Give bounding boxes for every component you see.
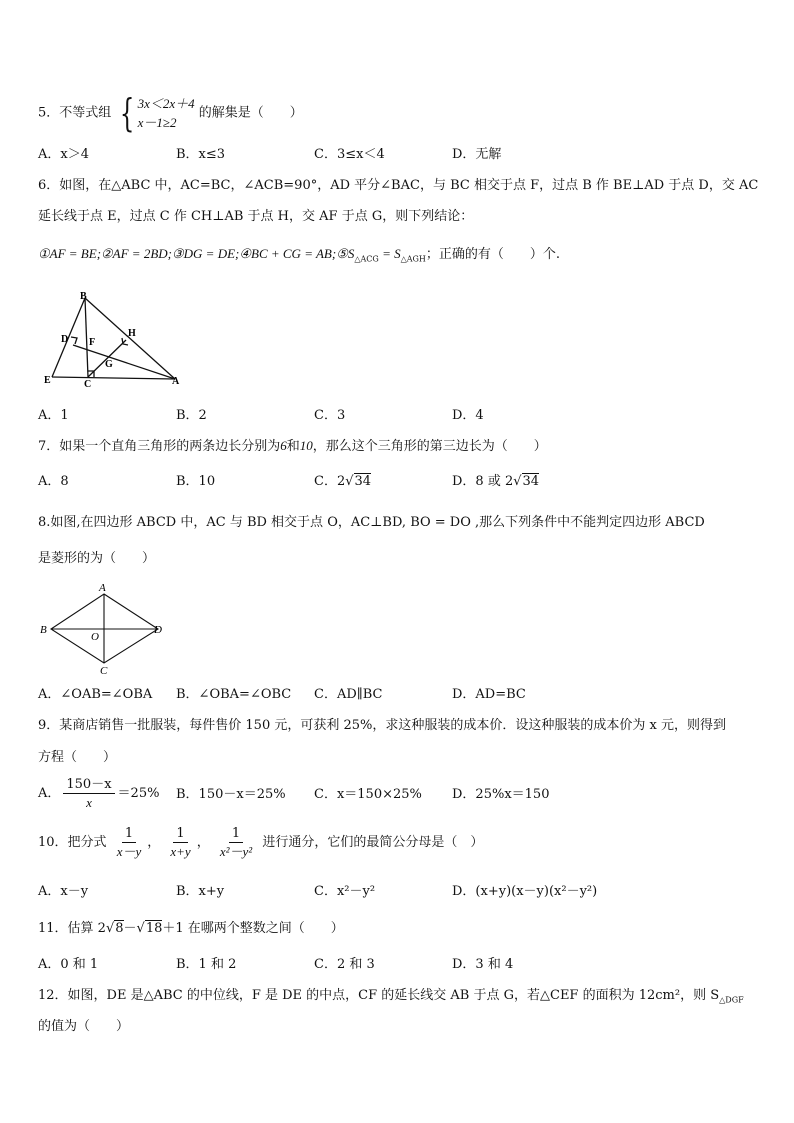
label-a: A bbox=[172, 376, 180, 387]
q10-option-c[interactable]: C．x²－y² bbox=[314, 884, 376, 899]
label-f: F bbox=[89, 337, 96, 348]
q9-option-a[interactable]: A． $\frac{150-x}{x}$ ＝25% bbox=[38, 777, 160, 810]
q6-conclusions: ①AF = BE;②AF = 2BD;③DG = DE;④BC + CG = $AB;⑤S_{\triangle ACG} = S_{\triangle AGH}$；正确的有（ ）个. bbox=[38, 246, 561, 264]
q9-option-d[interactable]: D．25%x＝150 bbox=[452, 787, 550, 802]
q11-option-c[interactable]: C．2 和 3 bbox=[314, 957, 375, 972]
q10-stem: 10．把分式 $\frac{1}{x-y}$ ， $\frac{1}{x+y}$ ， $\frac{1}{\text{x²－y²}}$ 进行通分，它们的最简公分母是（ ） bbox=[38, 826, 484, 859]
q7-option-a[interactable]: A．8 bbox=[38, 474, 69, 489]
q6-option-a[interactable]: A．1 bbox=[38, 408, 69, 423]
q8-option-b[interactable]: B．∠OBA=∠OBC bbox=[176, 687, 292, 702]
q8-option-c[interactable]: C．AD∥BC bbox=[314, 687, 383, 702]
q11-stem: 11．估算 2√8－√18＋1 在哪两个整数之间（ ） bbox=[38, 921, 344, 936]
q6-option-c[interactable]: C．3 bbox=[314, 408, 346, 423]
q5-option-a[interactable]: A．x＞4 bbox=[38, 147, 89, 162]
inequality-row-2: x－1≥2 bbox=[137, 115, 177, 130]
q5-stem: 5．不等式组 { 3x＜2x＋4 x－1≥2 的解集是（ ） bbox=[38, 91, 303, 135]
q7-option-b[interactable]: B．10 bbox=[176, 474, 216, 489]
label-o: O bbox=[91, 631, 99, 643]
q10-option-b[interactable]: B．x+y bbox=[176, 884, 225, 899]
q5-option-d[interactable]: D．无解 bbox=[452, 147, 502, 162]
label-c: C bbox=[84, 379, 92, 388]
label-e: E bbox=[44, 375, 51, 386]
label-g: G bbox=[105, 359, 113, 370]
q7-option-c[interactable]: C．2√34 bbox=[314, 474, 372, 489]
q6-triangle-figure bbox=[38, 288, 188, 388]
q9-stem-line2: 方程（ ） bbox=[38, 750, 117, 765]
inequality-system: { 3x＜2x＋4 x－1≥2 bbox=[120, 91, 195, 135]
q5-option-b[interactable]: B．x≤3 bbox=[176, 147, 226, 162]
q11-option-b[interactable]: B．1 和 2 bbox=[176, 957, 237, 972]
label-d: D bbox=[154, 624, 162, 636]
q6-stem-line2: 延长线于点 E，过点 C 作 CH⊥AB 于点 H，交 AF 于点 G，则下列结论： bbox=[38, 209, 474, 224]
q9-stem-line1: 9．某商店销售一批服装，每件售价 150 元，可获利 25%，求这种服装的成本价．设这种服装的成本价为 x 元，则得到 bbox=[38, 718, 726, 733]
q11-option-d[interactable]: D．3 和 4 bbox=[452, 957, 514, 972]
q9-option-c[interactable]: C．x＝150×25% bbox=[314, 787, 422, 802]
q6-stem-line1: 6．如图，在△ABC 中，AC=BC，∠ACB=90°，AD 平分∠BAC，与 BC 相交于点 F，过点 B 作 BE⊥AD 于点 D，交 AC bbox=[38, 178, 759, 193]
label-b: B bbox=[80, 291, 87, 302]
q12-stem-line2: 的值为（ ） bbox=[38, 1019, 130, 1034]
q8-stem-line2: 是菱形的为（ ） bbox=[38, 551, 156, 566]
q10-option-d[interactable]: D．(x+y)(x－y)(x²－y²) bbox=[452, 884, 598, 899]
q9-option-b[interactable]: B．150－x＝25% bbox=[176, 787, 286, 802]
q6-option-d[interactable]: D．4 bbox=[452, 408, 484, 423]
q8-stem-line1: 8.如图,在四边形 ABCD 中，AC 与 BD 相交于点 O，AC⊥BD, BO = DO ,那么下列条件中不能判定四边形 ABCD bbox=[38, 515, 705, 530]
q7-stem: 7．如果一个直角三角形的两条边长分别为6和10，那么这个三角形的第三边长为（ ） bbox=[38, 438, 547, 454]
q12-stem-line1: 12．如图，DE 是△ABC 的中位线，F 是 DE 的中点，CF 的延长线交 AB 于点 G，若△CEF 的面积为 12cm²，则 $S_{\triangle DGF}$ bbox=[38, 988, 744, 1005]
q6-option-b[interactable]: B．2 bbox=[176, 408, 207, 423]
label-c: C bbox=[100, 665, 108, 675]
q8-option-a[interactable]: A．∠OAB=∠OBA bbox=[38, 687, 153, 702]
q7-option-d[interactable]: D．8 或 2√34 bbox=[452, 474, 540, 489]
q11-option-a[interactable]: A．0 和 1 bbox=[38, 957, 99, 972]
q8-option-d[interactable]: D．AD=BC bbox=[452, 687, 526, 702]
q10-option-a[interactable]: A．x－y bbox=[38, 884, 89, 899]
label-b: B bbox=[40, 624, 47, 636]
q8-rhombus-figure bbox=[38, 580, 178, 675]
label-d: D bbox=[61, 334, 69, 345]
label-a: A bbox=[99, 582, 106, 594]
inequality-row-1: 3x＜2x＋4 bbox=[137, 96, 195, 111]
q5-option-c[interactable]: C．3≤x＜4 bbox=[314, 147, 385, 162]
label-h: H bbox=[128, 328, 136, 339]
